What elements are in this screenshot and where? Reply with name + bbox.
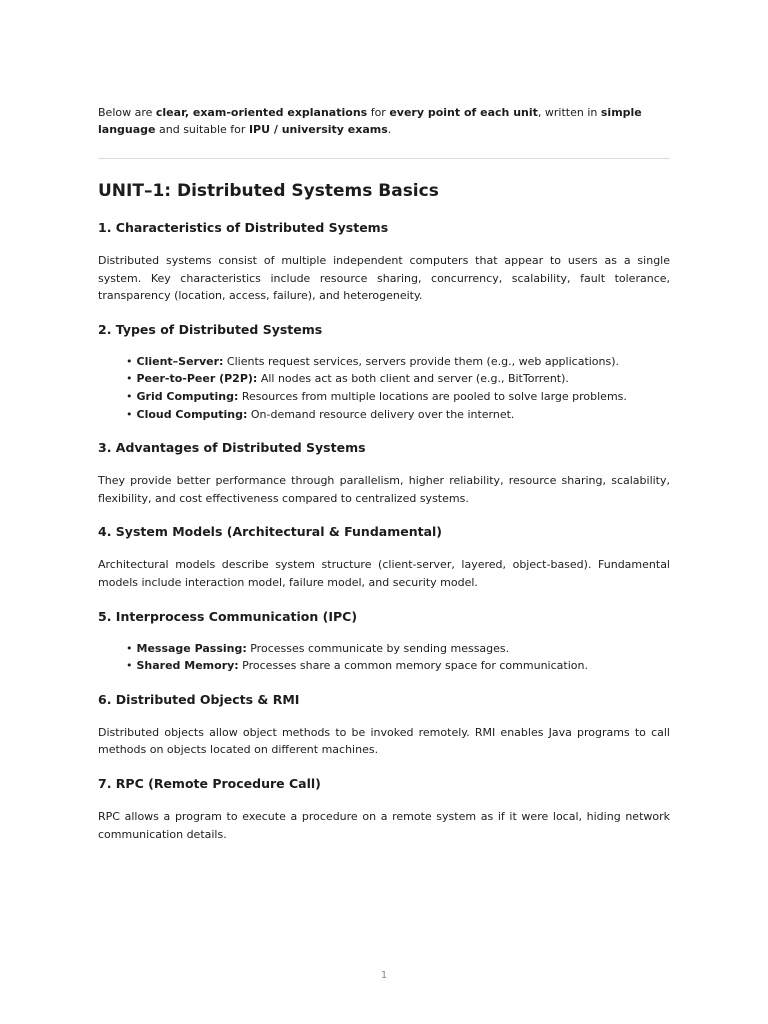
list-item-term: Message Passing:	[136, 641, 247, 655]
intro-emphasis: every point of each unit	[389, 106, 538, 119]
section-heading: 7. RPC (Remote Procedure Call)	[98, 775, 321, 791]
list-item-description: Resources from multiple locations are pooled to solve large problems.	[238, 389, 627, 403]
list-item-description: Processes communicate by sending messages.	[246, 641, 510, 655]
list-item-description: Clients request services, servers provide them (e.g., web applications).	[223, 354, 620, 368]
list-item	[126, 388, 670, 406]
section-paragraph: Distributed systems consist of multiple independent computers that appear to users as a single system. Key characteristics include resource sharing, concurrency, scalability, fault tolerance, transparency (location, access, failure), and heterogeneity.	[98, 254, 670, 303]
bullet-glyph: •	[126, 389, 133, 403]
intro-emphasis: clear, exam-oriented explanations	[155, 106, 368, 119]
list-item-term: Grid Computing:	[136, 389, 239, 403]
section-paragraph: Distributed objects allow object methods to be invoked remotely. RMI enables Java programs to call methods on objects located on different machines.	[98, 725, 670, 757]
section-heading: 4. System Models (Architectural & Fundamental)	[98, 524, 443, 540]
intro-text: , written in	[537, 106, 601, 119]
horizontal-divider	[98, 158, 670, 159]
intro-emphasis: simple language	[98, 106, 642, 136]
intro-text: and suitable for	[155, 123, 249, 136]
section-heading: 2. Types of Distributed Systems	[98, 321, 323, 337]
intro-text: for	[367, 106, 390, 119]
intro-text: Below are	[98, 106, 156, 119]
list-item	[126, 657, 670, 675]
section-paragraph: They provide better performance through parallelism, higher reliability, resource sharing, scalability, flexibility, and cost effectiveness compared to centralized systems.	[98, 474, 670, 505]
intro-emphasis: IPU / university exams	[248, 123, 388, 136]
bullet-glyph: •	[126, 407, 133, 421]
bullet-glyph: •	[126, 372, 133, 386]
section-paragraph: RPC allows a program to execute a procedure on a remote system as if it were local, hiding network communication details.	[98, 809, 670, 841]
bullet-list	[98, 353, 670, 423]
section-heading: 1. Characteristics of Distributed Systems	[98, 220, 389, 235]
section-heading: 3. Advantages of Distributed Systems	[98, 440, 366, 456]
list-item	[126, 370, 670, 388]
list-item-term: Client–Server:	[136, 354, 224, 368]
bullet-glyph: •	[126, 641, 133, 655]
list-item	[126, 353, 670, 371]
section-paragraph: Architectural models describe system structure (client-server, layered, object-based). Fundamental models include interaction model, failure model, and security model.	[98, 558, 670, 589]
unit-title: UNIT–1: Distributed Systems Basics	[98, 181, 439, 201]
document-page	[98, 104, 670, 843]
list-item-term: Shared Memory:	[136, 659, 239, 673]
page-number: 1	[380, 970, 388, 981]
intro-text: .	[387, 123, 392, 136]
list-item-description: Processes share a common memory space for communication.	[238, 659, 588, 673]
list-item-description: On-demand resource delivery over the internet.	[247, 407, 515, 421]
list-item-term: Peer-to-Peer (P2P):	[136, 372, 258, 386]
section-heading: 5. Interprocess Communication (IPC)	[98, 608, 358, 624]
section-heading: 6. Distributed Objects & RMI	[98, 691, 300, 707]
list-item-term: Cloud Computing:	[136, 407, 248, 421]
bullet-list	[98, 640, 670, 675]
list-item	[126, 406, 670, 424]
bullet-glyph: •	[126, 354, 133, 368]
intro-paragraph	[98, 104, 670, 138]
list-item-description: All nodes act as both client and server (e.g., BitTorrent).	[257, 372, 569, 386]
list-item	[126, 640, 670, 658]
bullet-glyph: •	[126, 659, 133, 673]
